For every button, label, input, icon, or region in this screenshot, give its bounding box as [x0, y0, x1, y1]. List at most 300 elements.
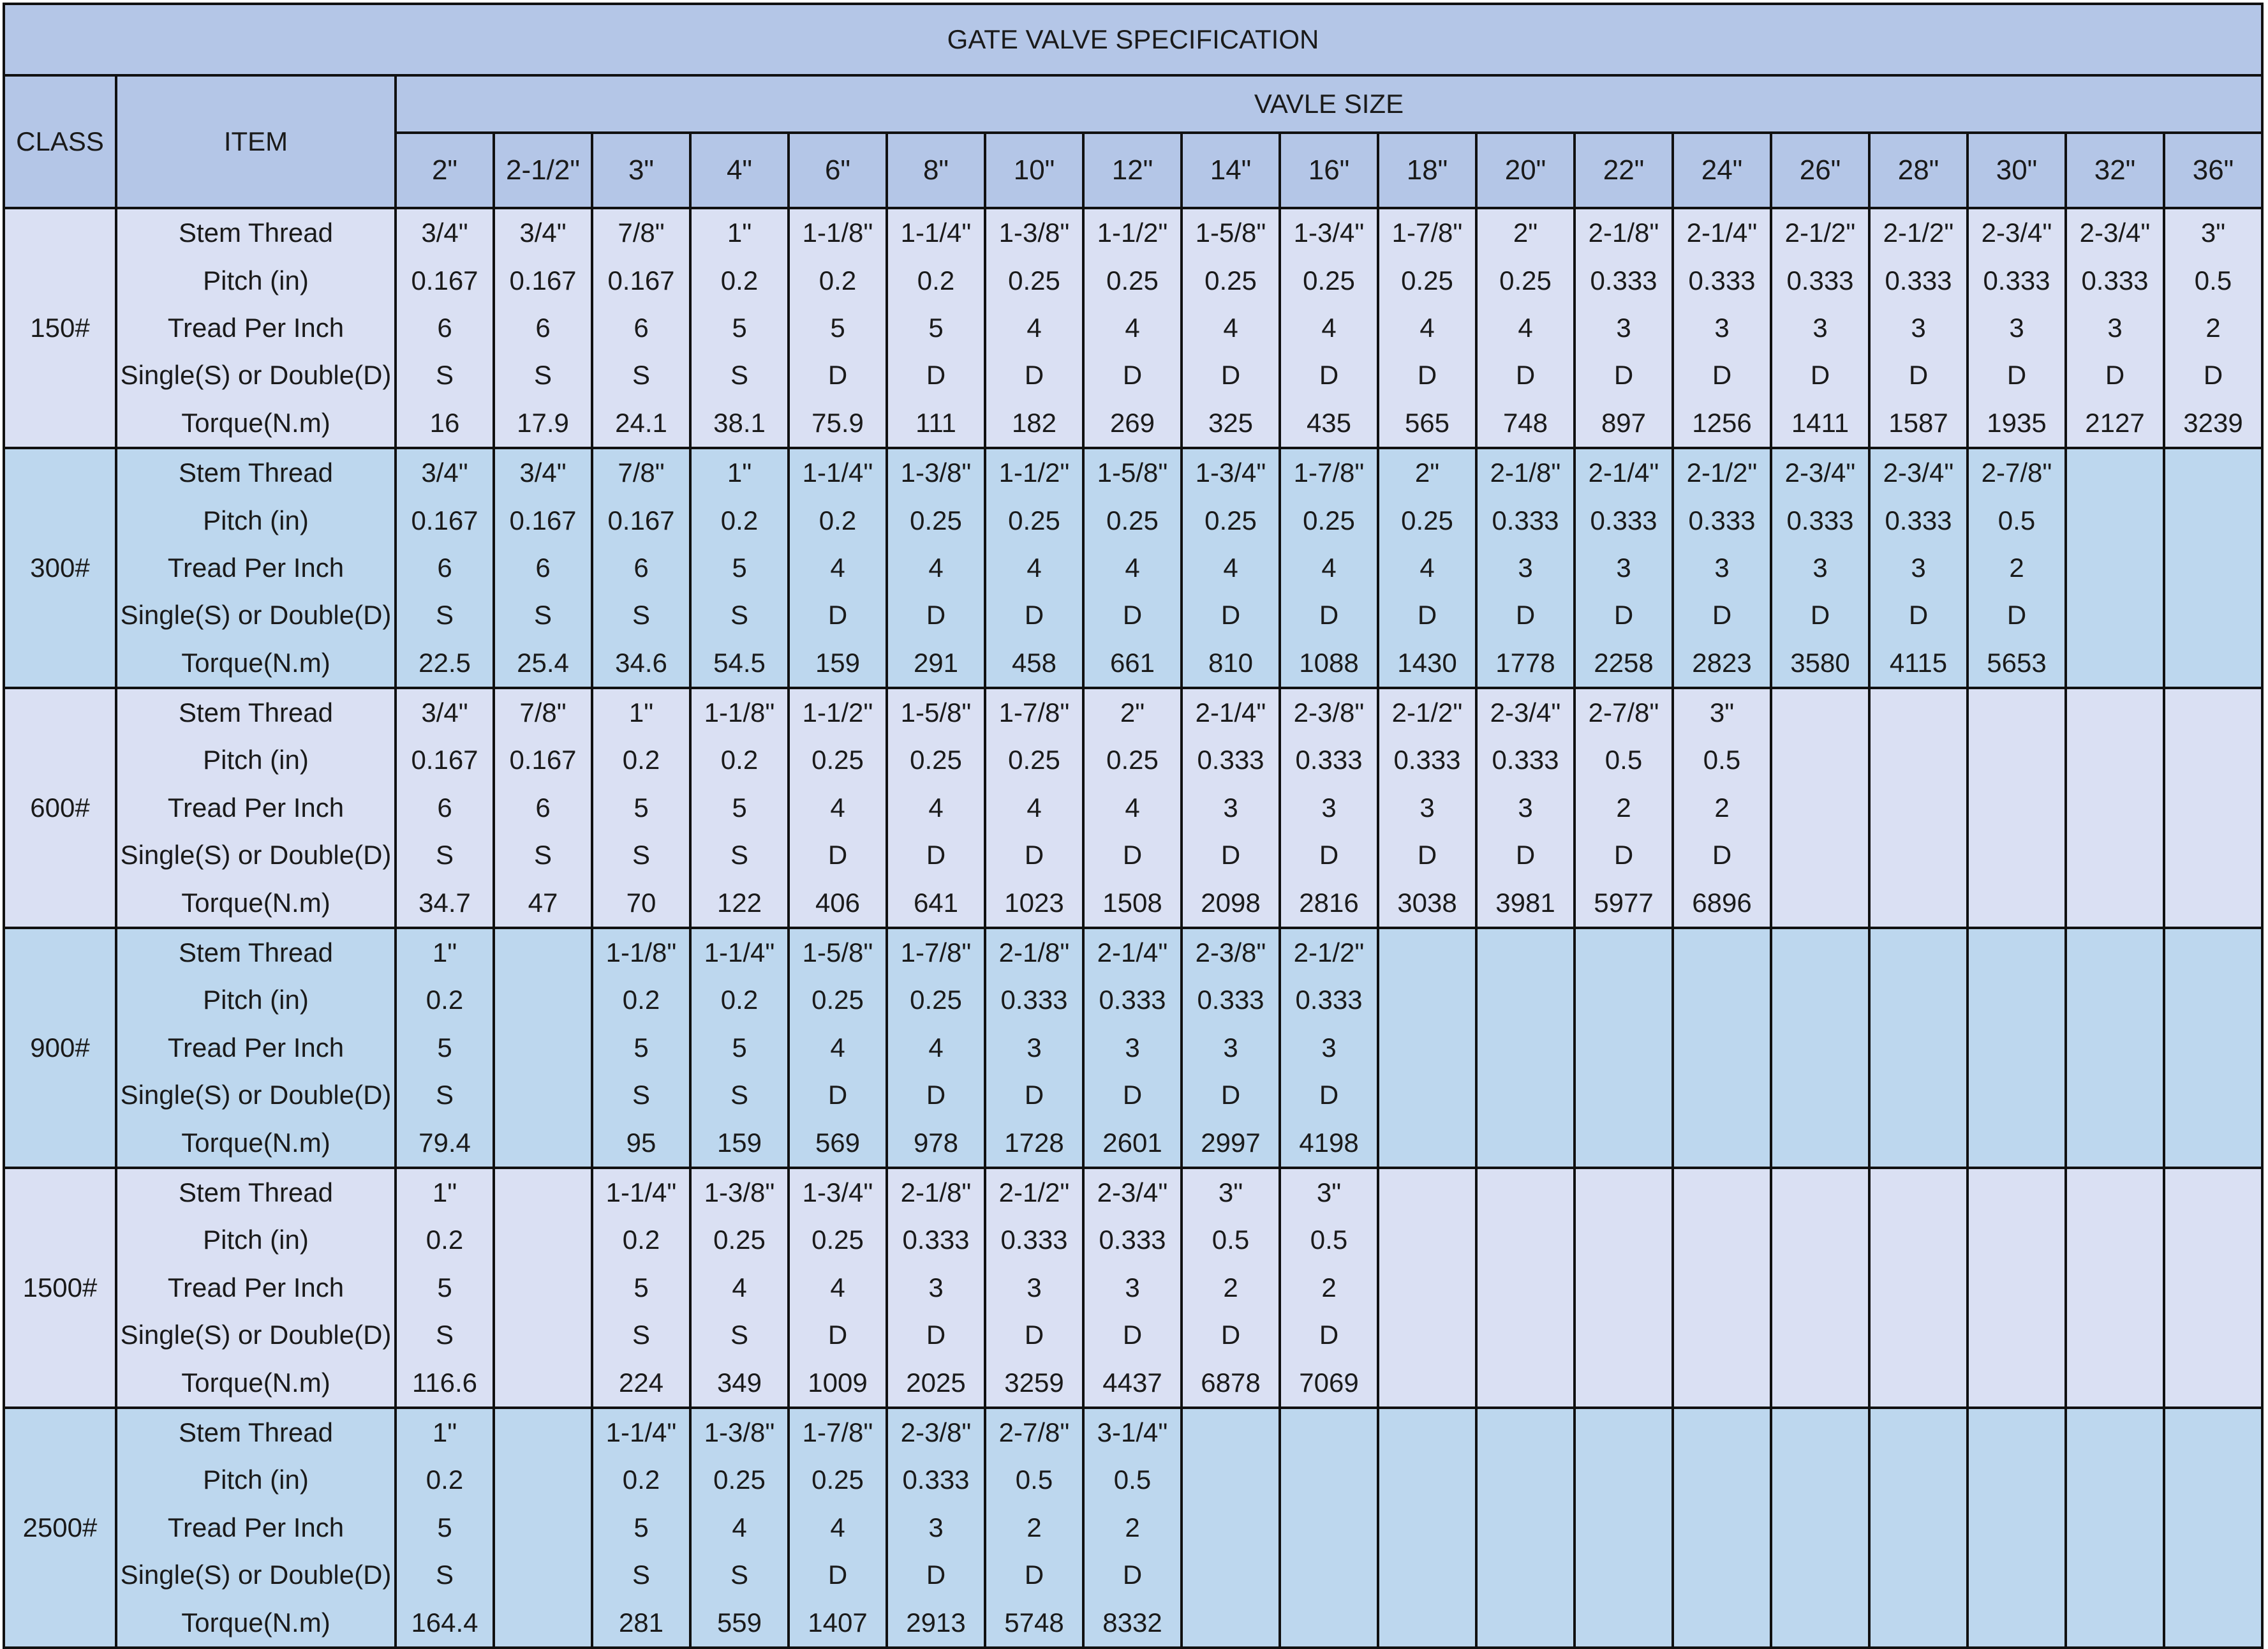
value-cell — [1771, 1408, 1869, 1456]
item-label: Tread Per Inch — [116, 1024, 396, 1071]
value-cell: 5 — [396, 1024, 494, 1071]
value-cell: D — [789, 1311, 887, 1359]
value-cell — [1378, 1456, 1476, 1504]
value-cell — [2164, 1408, 2262, 1456]
value-cell — [1869, 1504, 1968, 1551]
class-label: 1500# — [4, 1168, 116, 1408]
value-cell: 5 — [592, 784, 690, 832]
value-cell: 2258 — [1575, 639, 1673, 688]
item-label: Pitch (in) — [116, 1216, 396, 1264]
value-cell: D — [1182, 592, 1280, 639]
value-cell: 3 — [1476, 784, 1575, 832]
table-row — [4, 832, 2262, 879]
value-cell: 3259 — [985, 1359, 1083, 1407]
value-cell — [1476, 976, 1575, 1024]
value-cell: 6 — [396, 544, 494, 592]
value-cell — [1280, 1551, 1378, 1599]
value-cell: 34.6 — [592, 639, 690, 688]
value-cell: S — [592, 832, 690, 879]
value-cell: 1-3/4" — [1182, 448, 1280, 496]
value-cell: 897 — [1575, 399, 1673, 448]
value-cell: 122 — [690, 879, 789, 927]
value-cell: 0.5 — [2164, 257, 2262, 304]
value-cell: 0.333 — [1771, 257, 1869, 304]
value-cell: 0.2 — [592, 736, 690, 784]
size-header-cell: 36" — [2164, 133, 2262, 208]
value-cell: 0.25 — [690, 1216, 789, 1264]
value-cell: 0.333 — [1280, 976, 1378, 1024]
value-cell — [2164, 928, 2262, 976]
value-cell: 5 — [690, 1024, 789, 1071]
value-cell: D — [789, 832, 887, 879]
value-cell — [2066, 1168, 2164, 1216]
value-cell: 4437 — [1083, 1359, 1182, 1407]
value-cell: 4115 — [1869, 639, 1968, 688]
value-cell: 748 — [1476, 399, 1575, 448]
value-cell: 0.333 — [1575, 496, 1673, 544]
value-cell — [1869, 784, 1968, 832]
value-cell: 1" — [396, 928, 494, 976]
value-cell — [2164, 688, 2262, 736]
value-cell — [1869, 832, 1968, 879]
value-cell: 1-1/4" — [789, 448, 887, 496]
item-label: Tread Per Inch — [116, 544, 396, 592]
value-cell: 1-5/8" — [789, 928, 887, 976]
value-cell: 0.25 — [789, 976, 887, 1024]
value-cell: 0.25 — [887, 496, 985, 544]
value-cell — [1673, 1599, 1771, 1647]
item-label: Stem Thread — [116, 688, 396, 736]
value-cell — [1968, 976, 2066, 1024]
value-cell — [1771, 1359, 1869, 1407]
value-cell: D — [887, 352, 985, 399]
value-cell: 978 — [887, 1119, 985, 1167]
value-cell: 1" — [396, 1408, 494, 1456]
value-cell: D — [1378, 592, 1476, 639]
value-cell: 79.4 — [396, 1119, 494, 1167]
value-cell — [2066, 1359, 2164, 1407]
item-label: Pitch (in) — [116, 976, 396, 1024]
value-cell: 1430 — [1378, 639, 1476, 688]
value-cell — [1869, 736, 1968, 784]
value-cell — [1575, 1456, 1673, 1504]
value-cell: 1935 — [1968, 399, 2066, 448]
value-cell: S — [494, 832, 592, 879]
value-cell: 6 — [494, 544, 592, 592]
value-cell: S — [690, 832, 789, 879]
value-cell: 1-1/4" — [887, 208, 985, 257]
value-cell: 0.25 — [1182, 496, 1280, 544]
item-header: ITEM — [116, 75, 396, 208]
value-cell: 2-3/4" — [1968, 208, 2066, 257]
value-cell: 22.5 — [396, 639, 494, 688]
value-cell — [1575, 1311, 1673, 1359]
value-cell — [1575, 1551, 1673, 1599]
value-cell: 5748 — [985, 1599, 1083, 1647]
item-label: Single(S) or Double(D) — [116, 352, 396, 399]
value-cell — [1575, 1599, 1673, 1647]
size-header-cell: 24" — [1673, 133, 1771, 208]
value-cell: 0.333 — [985, 976, 1083, 1024]
table-row — [4, 1599, 2262, 1647]
value-cell: S — [396, 1551, 494, 1599]
value-cell — [1575, 1504, 1673, 1551]
table-row — [4, 1071, 2262, 1119]
value-cell: 95 — [592, 1119, 690, 1167]
value-cell — [1476, 1504, 1575, 1551]
value-cell — [2164, 1168, 2262, 1216]
value-cell — [2164, 784, 2262, 832]
value-cell: 159 — [690, 1119, 789, 1167]
size-header-cell: 32" — [2066, 133, 2164, 208]
value-cell: 1-5/8" — [1182, 208, 1280, 257]
value-cell: 3/4" — [396, 688, 494, 736]
value-cell: 2823 — [1673, 639, 1771, 688]
value-cell — [1575, 928, 1673, 976]
item-label: Tread Per Inch — [116, 784, 396, 832]
value-cell: 3 — [1869, 304, 1968, 352]
value-cell: 291 — [887, 639, 985, 688]
value-cell: 2-3/4" — [1869, 448, 1968, 496]
value-cell: 269 — [1083, 399, 1182, 448]
value-cell — [1968, 784, 2066, 832]
value-cell — [2164, 1311, 2262, 1359]
value-cell: D — [985, 352, 1083, 399]
value-cell — [1476, 1119, 1575, 1167]
value-cell: 1-3/8" — [887, 448, 985, 496]
value-cell: 0.25 — [690, 1456, 789, 1504]
value-cell — [1771, 928, 1869, 976]
value-cell: 2" — [1083, 688, 1182, 736]
value-cell — [1673, 1168, 1771, 1216]
value-cell: 8332 — [1083, 1599, 1182, 1647]
item-label: Torque(N.m) — [116, 399, 396, 448]
value-cell — [1378, 1264, 1476, 1311]
value-cell: 3 — [1869, 544, 1968, 592]
value-cell: D — [1378, 352, 1476, 399]
value-cell — [1968, 1456, 2066, 1504]
value-cell: 0.333 — [2066, 257, 2164, 304]
value-cell: 2-3/4" — [1476, 688, 1575, 736]
value-cell: 3 — [1673, 304, 1771, 352]
item-label: Single(S) or Double(D) — [116, 1551, 396, 1599]
value-cell: 0.2 — [690, 496, 789, 544]
value-cell: 1-7/8" — [887, 928, 985, 976]
value-cell — [1280, 1599, 1378, 1647]
value-cell: 2 — [1673, 784, 1771, 832]
value-cell — [2066, 544, 2164, 592]
value-cell: D — [789, 1551, 887, 1599]
value-cell: 3 — [1771, 304, 1869, 352]
item-label: Tread Per Inch — [116, 1264, 396, 1311]
value-cell — [2164, 1504, 2262, 1551]
value-cell — [2066, 1311, 2164, 1359]
value-cell — [2066, 1216, 2164, 1264]
value-cell — [1476, 1456, 1575, 1504]
value-cell — [1378, 976, 1476, 1024]
item-label: Single(S) or Double(D) — [116, 832, 396, 879]
value-cell: 1407 — [789, 1599, 887, 1647]
value-cell — [2066, 879, 2164, 927]
value-cell: 7/8" — [592, 448, 690, 496]
value-cell: 6 — [396, 784, 494, 832]
value-cell: 1-1/8" — [789, 208, 887, 257]
table-row — [4, 544, 2262, 592]
size-header-cell: 16" — [1280, 133, 1378, 208]
value-cell — [1673, 1311, 1771, 1359]
item-label: Torque(N.m) — [116, 1599, 396, 1647]
value-cell: 38.1 — [690, 399, 789, 448]
table-row — [4, 1264, 2262, 1311]
gate-valve-spec-table — [3, 3, 2264, 1649]
value-cell: 1-1/2" — [789, 688, 887, 736]
value-cell — [1673, 1456, 1771, 1504]
value-cell: 0.25 — [1378, 496, 1476, 544]
value-cell — [2066, 688, 2164, 736]
value-cell — [1476, 1408, 1575, 1456]
value-cell: 2 — [1968, 544, 2066, 592]
value-cell — [1280, 1504, 1378, 1551]
value-cell — [2066, 976, 2164, 1024]
value-cell: 0.167 — [592, 257, 690, 304]
value-cell: 2-1/8" — [1575, 208, 1673, 257]
value-cell: 5 — [887, 304, 985, 352]
value-cell — [1378, 1599, 1476, 1647]
value-cell: 3/4" — [396, 208, 494, 257]
table-row — [4, 1119, 2262, 1167]
value-cell: 0.333 — [887, 1456, 985, 1504]
value-cell — [2066, 1119, 2164, 1167]
value-cell — [1378, 1311, 1476, 1359]
value-cell: 0.2 — [396, 976, 494, 1024]
value-cell — [2066, 639, 2164, 688]
item-label: Pitch (in) — [116, 496, 396, 544]
value-cell — [2164, 448, 2262, 496]
value-cell: 4 — [1378, 304, 1476, 352]
value-cell: 4198 — [1280, 1119, 1378, 1167]
value-cell — [1771, 1551, 1869, 1599]
value-cell: 1411 — [1771, 399, 1869, 448]
value-cell: S — [396, 832, 494, 879]
value-cell: 0.2 — [592, 1216, 690, 1264]
value-cell — [494, 1599, 592, 1647]
value-cell: S — [592, 592, 690, 639]
value-cell: 0.25 — [1280, 257, 1378, 304]
value-cell — [1968, 1359, 2066, 1407]
value-cell — [2164, 1359, 2262, 1407]
value-cell: 0.167 — [494, 496, 592, 544]
size-header-cell: 4" — [690, 133, 789, 208]
value-cell — [2164, 1024, 2262, 1071]
table-row — [4, 1216, 2262, 1264]
value-cell: 1-1/2" — [985, 448, 1083, 496]
value-cell — [1476, 1071, 1575, 1119]
value-cell: 458 — [985, 639, 1083, 688]
value-cell — [2066, 1264, 2164, 1311]
value-cell: 2-1/2" — [1673, 448, 1771, 496]
value-cell — [2066, 1024, 2164, 1071]
value-cell: 4 — [887, 1024, 985, 1071]
value-cell: D — [1673, 832, 1771, 879]
value-cell — [494, 1359, 592, 1407]
value-cell: 0.25 — [789, 1216, 887, 1264]
item-label: Stem Thread — [116, 928, 396, 976]
value-cell: 0.333 — [1869, 257, 1968, 304]
value-cell: 2-1/2" — [1280, 928, 1378, 976]
class-label: 300# — [4, 448, 116, 688]
value-cell: D — [1673, 352, 1771, 399]
value-cell: 2" — [1476, 208, 1575, 257]
value-cell: 2601 — [1083, 1119, 1182, 1167]
value-cell — [1476, 1311, 1575, 1359]
value-cell: 7/8" — [592, 208, 690, 257]
value-cell — [2164, 879, 2262, 927]
value-cell: 3 — [1182, 1024, 1280, 1071]
value-cell: D — [887, 1311, 985, 1359]
value-cell — [1869, 1551, 1968, 1599]
value-cell — [1771, 976, 1869, 1024]
value-cell — [1771, 1119, 1869, 1167]
value-cell: D — [1771, 592, 1869, 639]
value-cell — [1280, 1456, 1378, 1504]
value-cell: D — [789, 1071, 887, 1119]
value-cell — [2066, 1456, 2164, 1504]
value-cell: 0.333 — [1968, 257, 2066, 304]
value-cell — [1378, 1024, 1476, 1071]
table-row — [4, 1551, 2262, 1599]
value-cell: 0.167 — [592, 496, 690, 544]
value-cell: 2-1/8" — [985, 928, 1083, 976]
value-cell: 0.25 — [985, 496, 1083, 544]
value-cell — [1771, 688, 1869, 736]
value-cell: S — [690, 352, 789, 399]
value-cell: 116.6 — [396, 1359, 494, 1407]
value-cell: D — [1182, 352, 1280, 399]
value-cell: 0.25 — [789, 1456, 887, 1504]
value-cell: 4 — [1083, 544, 1182, 592]
value-cell: D — [1083, 592, 1182, 639]
value-cell: 3239 — [2164, 399, 2262, 448]
value-cell: 47 — [494, 879, 592, 927]
item-label: Pitch (in) — [116, 736, 396, 784]
value-cell: 0.2 — [690, 736, 789, 784]
size-header-cell: 26" — [1771, 133, 1869, 208]
table-row — [4, 1504, 2262, 1551]
value-cell — [1968, 1311, 2066, 1359]
value-cell — [2066, 1408, 2164, 1456]
value-cell: 4 — [789, 1504, 887, 1551]
value-cell — [1968, 879, 2066, 927]
value-cell: D — [1476, 832, 1575, 879]
value-cell — [494, 1119, 592, 1167]
value-cell — [1575, 1119, 1673, 1167]
value-cell: D — [1182, 1071, 1280, 1119]
value-cell: 0.25 — [1083, 496, 1182, 544]
value-cell — [2066, 592, 2164, 639]
value-cell: D — [1280, 1071, 1378, 1119]
value-cell — [2164, 832, 2262, 879]
class-header: CLASS — [4, 75, 116, 208]
table-row — [4, 592, 2262, 639]
value-cell: 3/4" — [494, 448, 592, 496]
value-cell: 0.333 — [1476, 496, 1575, 544]
value-cell: 6 — [592, 304, 690, 352]
value-cell: 4 — [985, 544, 1083, 592]
value-cell: 0.2 — [789, 257, 887, 304]
value-cell: 3 — [1476, 544, 1575, 592]
value-cell — [2164, 639, 2262, 688]
value-cell: 3 — [1083, 1024, 1182, 1071]
value-cell: D — [985, 832, 1083, 879]
value-cell — [1869, 1359, 1968, 1407]
value-cell: 1587 — [1869, 399, 1968, 448]
value-cell: 4 — [1476, 304, 1575, 352]
value-cell: 4 — [1083, 784, 1182, 832]
value-cell: 75.9 — [789, 399, 887, 448]
value-cell: 6 — [494, 784, 592, 832]
value-cell — [1968, 1551, 2066, 1599]
size-header-cell: 8" — [887, 133, 985, 208]
value-cell: 1" — [396, 1168, 494, 1216]
value-cell — [1182, 1456, 1280, 1504]
value-cell: 4 — [789, 1024, 887, 1071]
value-cell — [2066, 1599, 2164, 1647]
value-cell: 2-1/4" — [1575, 448, 1673, 496]
item-label: Pitch (in) — [116, 1456, 396, 1504]
value-cell: 0.2 — [592, 1456, 690, 1504]
value-cell: 2-3/4" — [2066, 208, 2164, 257]
value-cell — [1771, 784, 1869, 832]
value-cell — [2066, 832, 2164, 879]
value-cell — [1771, 1456, 1869, 1504]
size-header-cell: 10" — [985, 133, 1083, 208]
value-cell: 16 — [396, 399, 494, 448]
value-cell: 1009 — [789, 1359, 887, 1407]
value-cell: 7/8" — [494, 688, 592, 736]
value-cell: D — [985, 1311, 1083, 1359]
value-cell: 2816 — [1280, 879, 1378, 927]
value-cell: D — [1280, 832, 1378, 879]
value-cell: 5 — [690, 784, 789, 832]
value-cell: 5 — [690, 304, 789, 352]
value-cell: 0.25 — [985, 736, 1083, 784]
value-cell: D — [985, 1551, 1083, 1599]
table-row — [4, 496, 2262, 544]
value-cell: D — [1182, 832, 1280, 879]
value-cell: 1-3/4" — [789, 1168, 887, 1216]
value-cell: 2 — [1280, 1264, 1378, 1311]
value-cell: 0.333 — [1182, 736, 1280, 784]
value-cell: 5 — [592, 1264, 690, 1311]
value-cell: D — [1280, 592, 1378, 639]
value-cell: 5 — [789, 304, 887, 352]
value-cell: 3/4" — [494, 208, 592, 257]
value-cell: D — [1378, 832, 1476, 879]
value-cell — [1182, 1408, 1280, 1456]
value-cell: 1-1/8" — [690, 688, 789, 736]
value-cell — [1869, 1168, 1968, 1216]
value-cell: 224 — [592, 1359, 690, 1407]
value-cell — [1968, 1504, 2066, 1551]
value-cell — [1476, 1168, 1575, 1216]
value-cell: 1-1/4" — [592, 1408, 690, 1456]
class-label: 900# — [4, 928, 116, 1168]
value-cell: 2-1/8" — [1476, 448, 1575, 496]
value-cell — [494, 928, 592, 976]
value-cell: 0.25 — [1280, 496, 1378, 544]
value-cell: 1-1/4" — [690, 928, 789, 976]
value-cell — [2066, 448, 2164, 496]
